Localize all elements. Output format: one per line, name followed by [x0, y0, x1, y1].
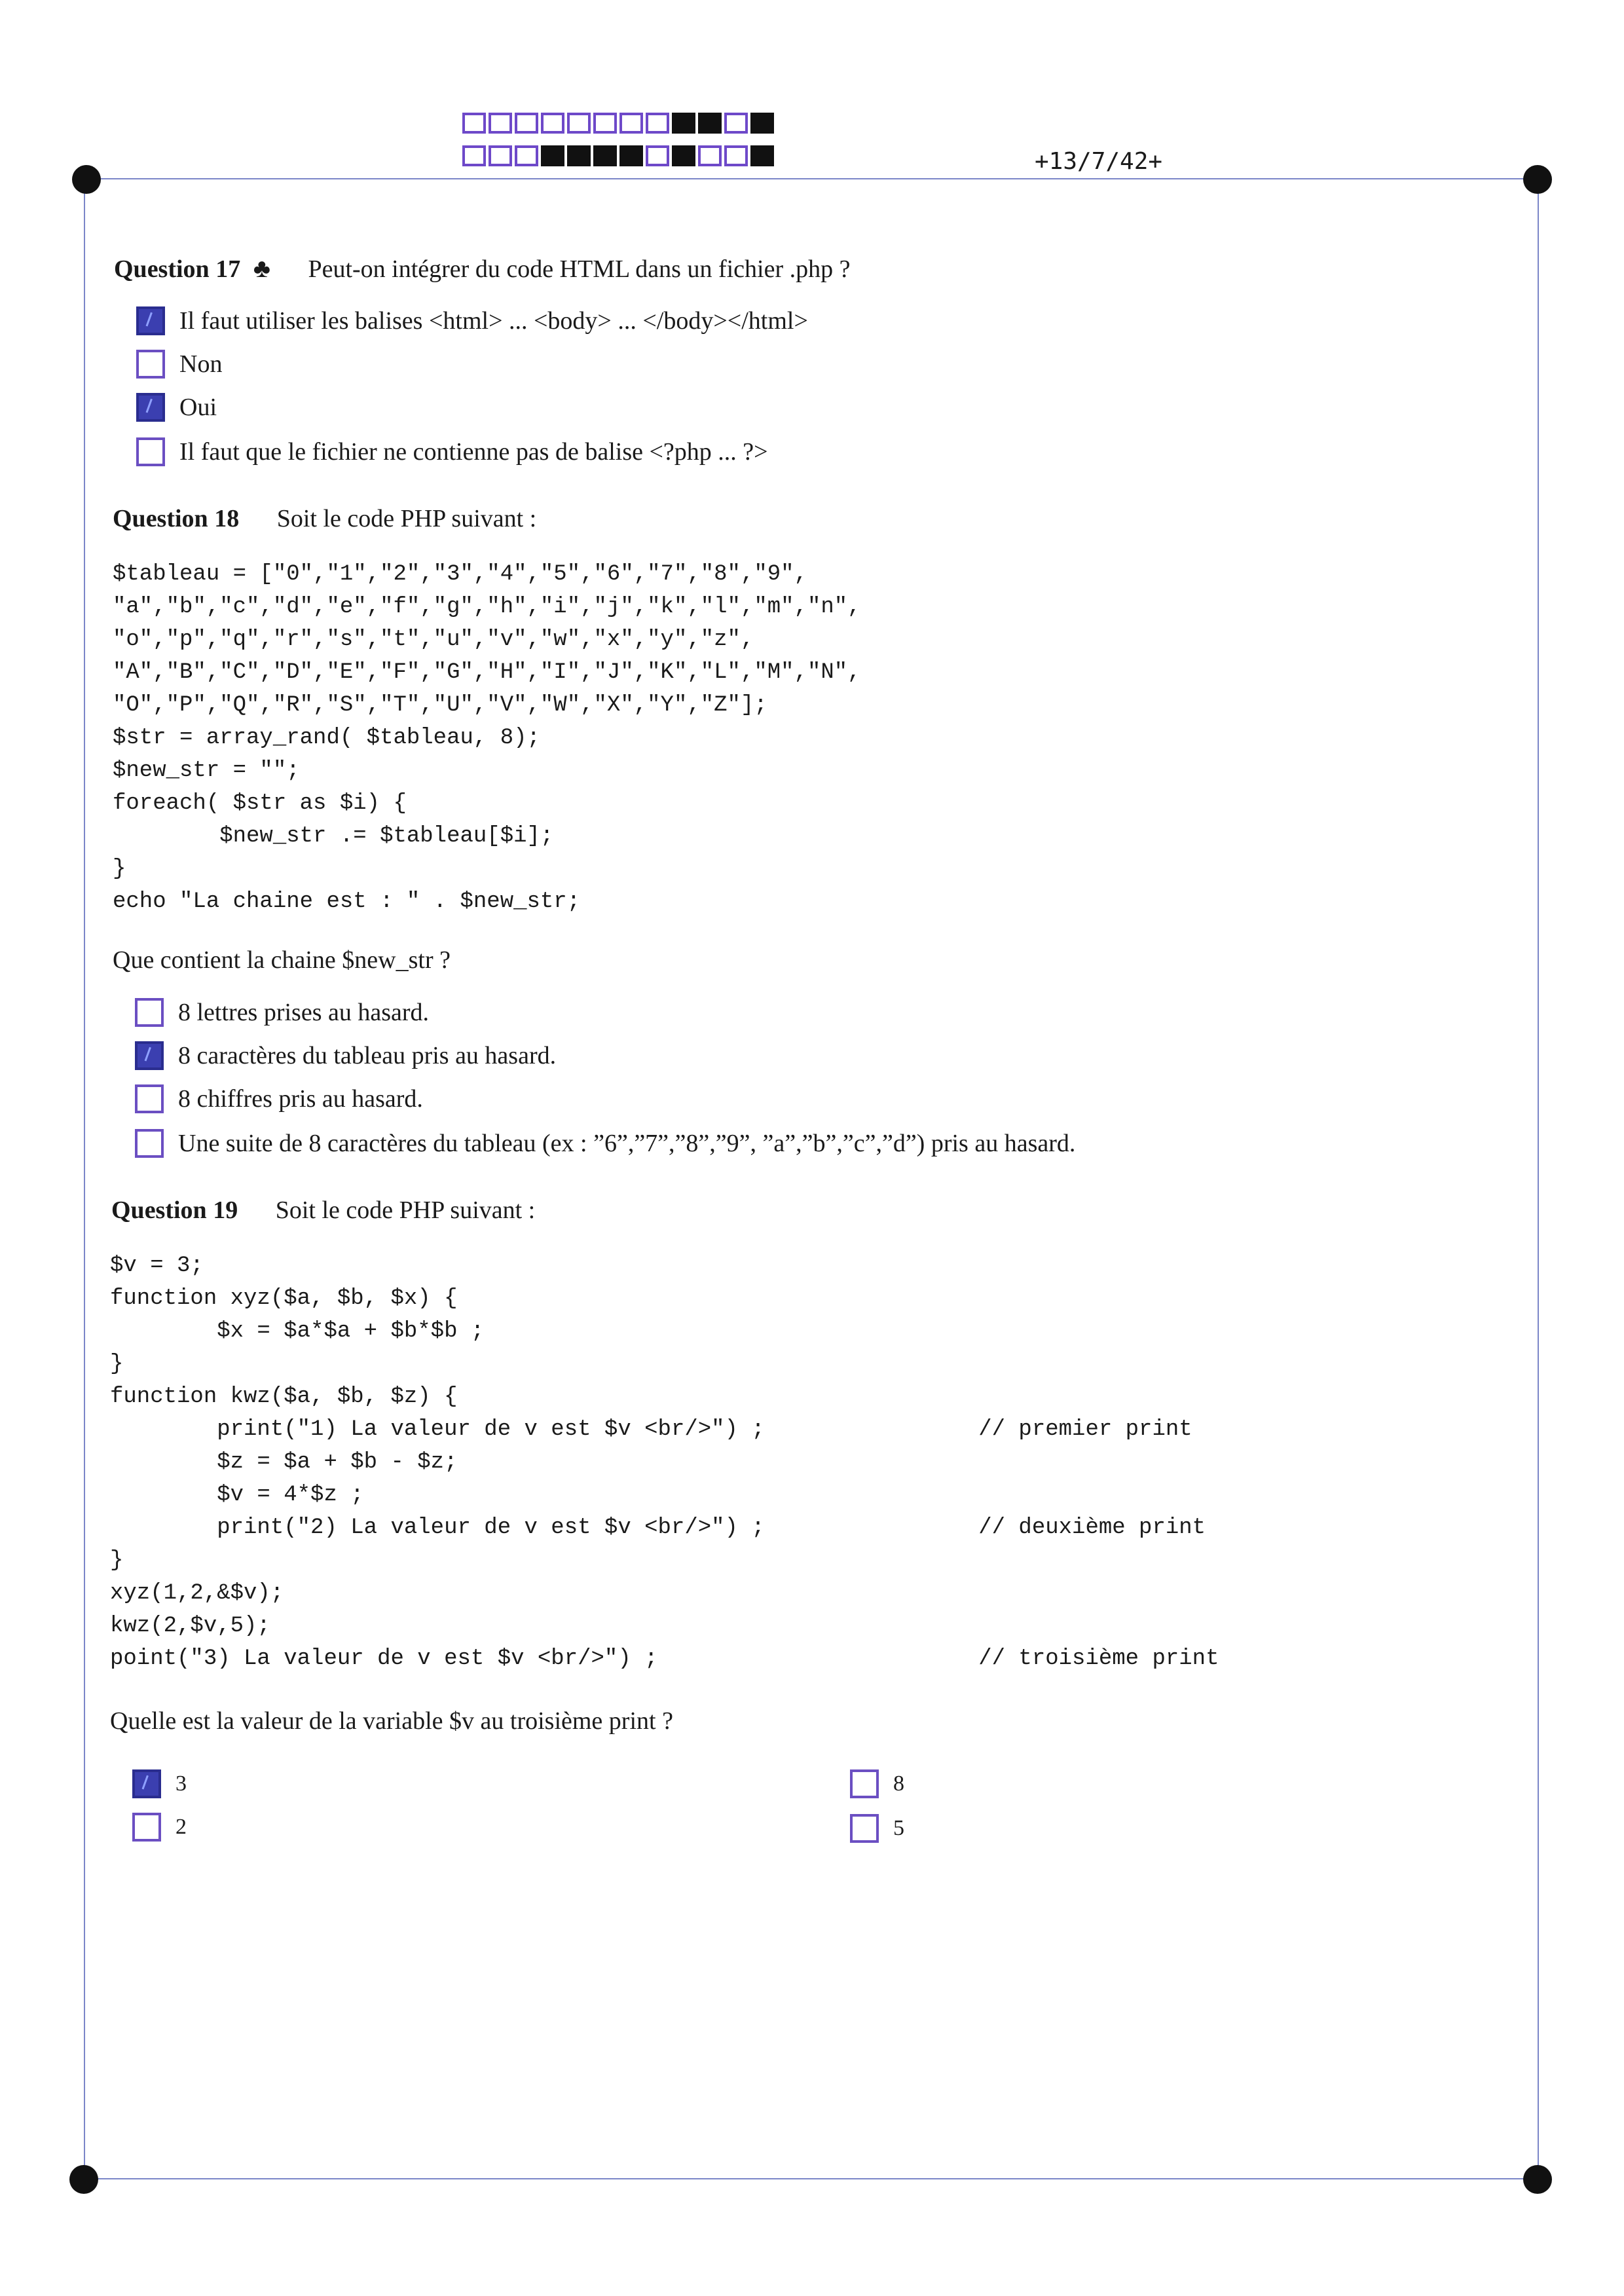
code-cell	[515, 145, 538, 166]
code-cell	[619, 145, 643, 166]
answer-label: Non	[179, 350, 223, 378]
answer-label: 8	[893, 1771, 904, 1796]
code-cell	[462, 113, 486, 134]
student-code-row-1	[462, 113, 777, 139]
code-cell	[567, 113, 591, 134]
answer-option[interactable]	[132, 1813, 187, 1842]
question-label: Question 18	[113, 505, 240, 532]
code-cell	[489, 113, 512, 134]
code-cell	[593, 113, 617, 134]
code-cell	[646, 145, 669, 166]
answer-option[interactable]	[135, 1041, 556, 1070]
checkbox[interactable]	[850, 1814, 879, 1843]
registration-mark-bottom-right	[1523, 2165, 1552, 2194]
checkbox[interactable]	[135, 1129, 164, 1158]
code-cell	[646, 113, 669, 134]
question-18-header	[113, 504, 536, 533]
php-code-block: $tableau = ["0","1","2","3","4","5","6","7","8","9", "a","b","c","d","e","f","g","h","i","j","k","l","m","n", "o","p","q","r","s","t","u","v","w","x","y","z", "A","B","C","D","E","F","G","H","I","J","K","L","M","N", "O","P","Q","R","S","T","U","V","W","X","Y","Z"]; $str = array_rand( $tableau, 8); $new_str = ""; foreach( $str as $i) { $new_str .= $tableau[$i]; } echo "La chaine est : " . $new_str;	[113, 562, 861, 914]
registration-mark-top-right	[1523, 165, 1552, 194]
question-followup: Que contient la chaine $new_str ?	[113, 946, 451, 974]
answer-option[interactable]	[850, 1814, 904, 1843]
answer-label: 5	[893, 1816, 904, 1840]
code-cell	[750, 113, 774, 134]
checkbox[interactable]	[136, 393, 165, 422]
code-cell	[672, 113, 695, 134]
code-cell	[567, 145, 591, 166]
answer-option[interactable]	[135, 1084, 423, 1113]
checkbox[interactable]	[135, 1084, 164, 1113]
answer-label: Une suite de 8 caractères du tableau (ex : ”6”,”7”,”8”,”9”, ”a”,”b”,”c”,”d”) pris au hasard.	[178, 1130, 1076, 1157]
checkbox[interactable]	[135, 1041, 164, 1070]
answer-label: Oui	[179, 394, 217, 421]
code-cell	[515, 113, 538, 134]
code-cell	[462, 145, 486, 166]
code-cell	[593, 145, 617, 166]
php-code-block: $v = 3; function xyz($a, $b, $x) { $x = $a*$a + $b*$b ; } function kwz($a, $b, $z) { print("1) La valeur de v est $v <br/>") ; // premier print $z = $a + $b - $z; $v = 4*$z ; print("2) La valeur de v est $v <br/>") ; // deuxième print } xyz(1,2,&$v); kwz(2,$v,5); point("3) La valeur de v est $v <br/>") ; // troisième print	[110, 1253, 1219, 1671]
checkbox[interactable]	[132, 1813, 161, 1842]
code-cell	[724, 113, 748, 134]
answer-label: Il faut utiliser les balises <html> ... <body> ... </body></html>	[179, 307, 808, 335]
page-frame	[84, 178, 1539, 2179]
registration-mark-top-left	[72, 165, 101, 194]
checkbox[interactable]	[132, 1769, 161, 1798]
question-prompt: Soit le code PHP suivant :	[276, 505, 537, 532]
answer-option[interactable]	[136, 437, 768, 466]
answer-option[interactable]	[135, 998, 429, 1027]
answer-option[interactable]	[850, 1769, 904, 1798]
code-cell	[541, 113, 564, 134]
code-cell	[489, 145, 512, 166]
answer-option[interactable]	[136, 350, 222, 379]
answer-label: 8 chiffres pris au hasard.	[178, 1085, 423, 1113]
checkbox[interactable]	[136, 306, 165, 335]
answer-label: 8 caractères du tableau pris au hasard.	[178, 1042, 557, 1069]
question-19-header	[111, 1196, 535, 1225]
page-id: +13/7/42+	[1035, 148, 1163, 175]
answer-label: 8 lettres prises au hasard.	[178, 999, 430, 1026]
code-cell	[698, 113, 722, 134]
answer-label: 2	[175, 1815, 187, 1839]
question-prompt: Peut-on intégrer du code HTML dans un fichier .php ?	[308, 255, 851, 283]
code-cell	[750, 145, 774, 166]
code-cell	[698, 145, 722, 166]
checkbox[interactable]	[850, 1769, 879, 1798]
question-prompt: Soit le code PHP suivant :	[275, 1196, 536, 1224]
student-code-row-2	[462, 145, 777, 172]
answer-label: 3	[175, 1771, 187, 1796]
code-cell	[672, 145, 695, 166]
code-cell	[724, 145, 748, 166]
answer-option[interactable]	[136, 393, 217, 422]
checkbox[interactable]	[136, 350, 165, 379]
question-label: Question 19	[111, 1196, 238, 1224]
question-17-header	[114, 253, 850, 284]
answer-option[interactable]	[132, 1769, 187, 1798]
answer-label: Il faut que le fichier ne contienne pas de balise <?php ... ?>	[179, 438, 768, 466]
answer-option[interactable]	[135, 1129, 1075, 1158]
answer-option[interactable]	[136, 306, 808, 335]
question-label: Question 17	[114, 255, 241, 283]
club-icon: ♣	[253, 253, 270, 283]
question-followup: Quelle est la valeur de la variable $v au troisième print ?	[110, 1707, 673, 1735]
checkbox[interactable]	[136, 437, 165, 466]
registration-mark-bottom-left	[69, 2165, 98, 2194]
code-cell	[541, 145, 564, 166]
code-cell	[619, 113, 643, 134]
checkbox[interactable]	[135, 998, 164, 1027]
